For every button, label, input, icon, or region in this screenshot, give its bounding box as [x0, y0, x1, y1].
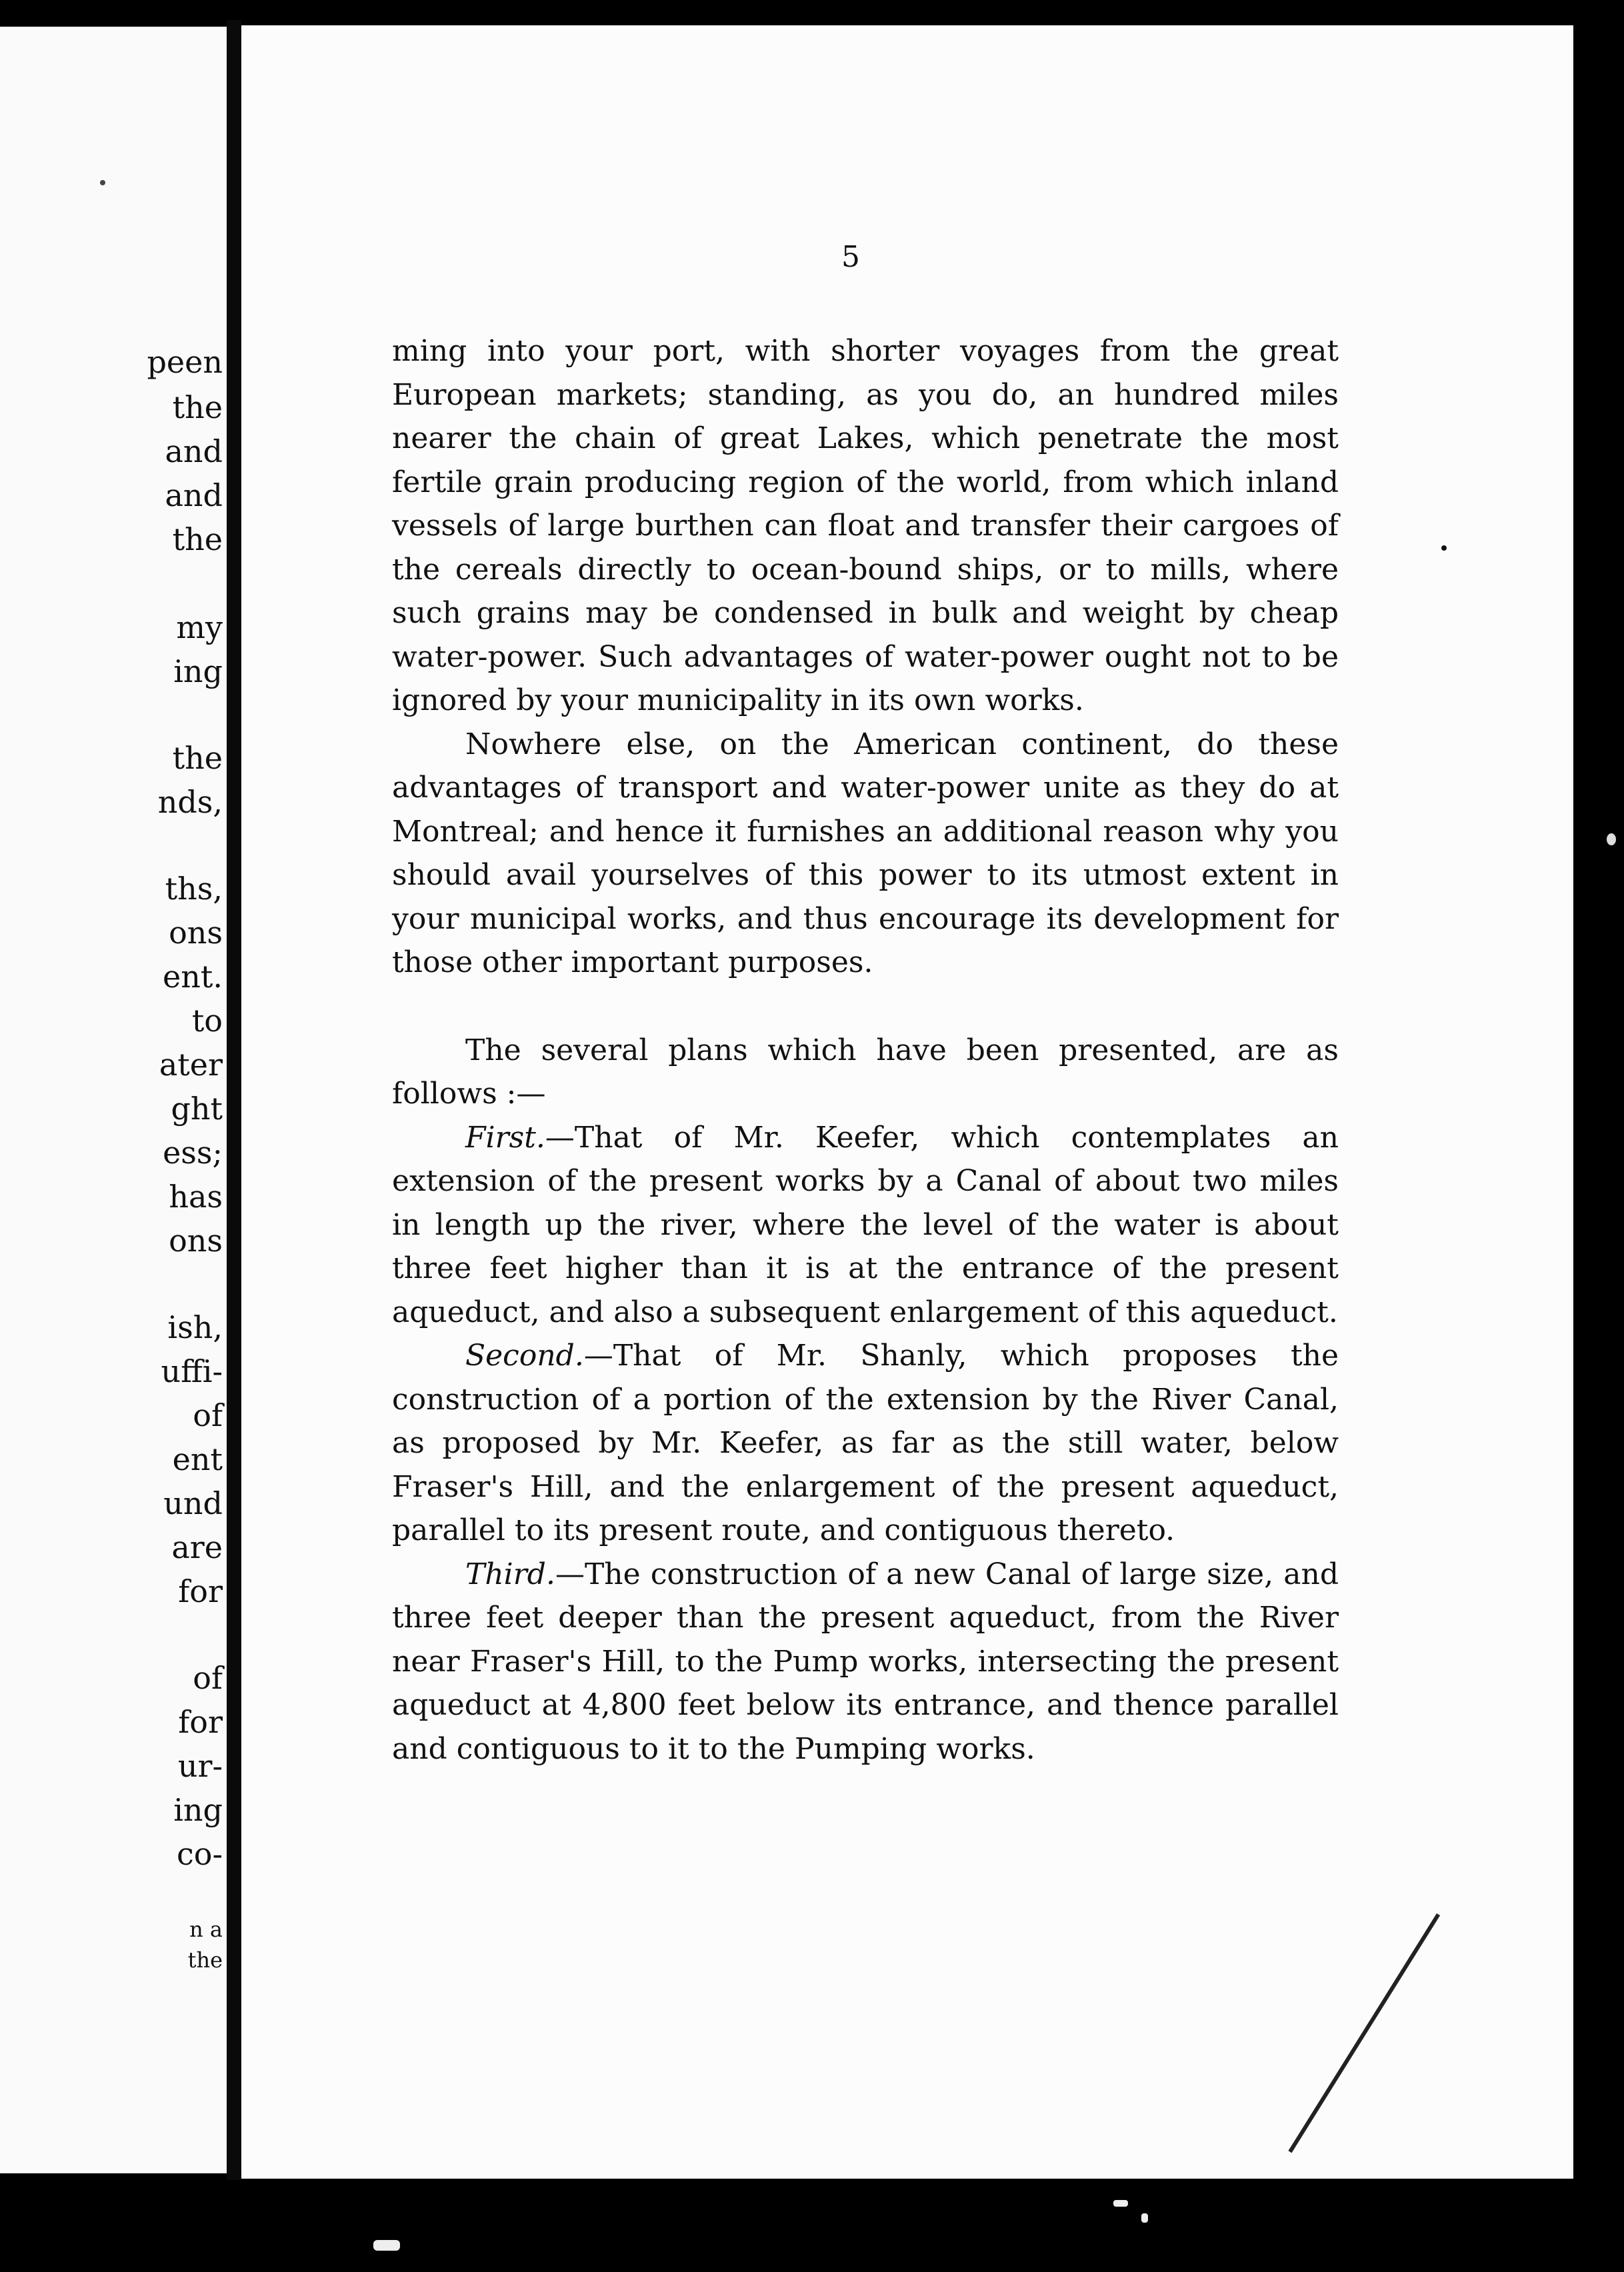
- plan-lead: Third.: [465, 1557, 555, 1591]
- scan-speck: [1141, 2213, 1148, 2223]
- left-fragment: the: [187, 1947, 223, 1973]
- scan-speck: [1113, 2200, 1128, 2207]
- left-fragment: of: [193, 1660, 223, 1696]
- plan-first: [392, 1116, 1339, 1335]
- paragraph-text: Nowhere else, on the American continent, do these advantages of transport and water-power unite as they do at Montreal; and hence it furnishes an additional reason why you should avail yourselves of this power to its utmost extent in your municipal works, and thus encourage its development for those other important purposes.: [392, 727, 1339, 979]
- left-fragment: are: [171, 1529, 223, 1565]
- left-fragment: ons: [169, 915, 223, 951]
- paragraph: [392, 329, 1339, 723]
- left-fragment: peen: [147, 344, 223, 380]
- paragraph: [392, 1029, 1339, 1116]
- left-fragment: co-: [177, 1836, 223, 1872]
- left-fragment: to: [191, 1003, 223, 1039]
- left-fragment: ing: [173, 1792, 223, 1828]
- plan-lead: Second.: [465, 1339, 584, 1373]
- left-fragment: ght: [171, 1091, 223, 1127]
- left-fragment: the: [172, 740, 223, 776]
- book-gutter: [227, 20, 241, 2180]
- left-fragment: ess;: [163, 1135, 223, 1171]
- left-fragment: ths,: [165, 871, 223, 907]
- left-fragment: the: [172, 521, 223, 557]
- main-page: [241, 25, 1573, 2179]
- left-fragment: and: [165, 477, 223, 513]
- paragraph-text: —That of Mr. Shanly, which proposes the construction of a portion of the extension by the River Canal, as proposed by Mr. Keefer, as far as the still water, below Fraser's Hill, and the enlargement of the present aqueduct, parallel to its present route, and contiguous thereto.: [392, 1339, 1339, 1547]
- paragraph-text: ming into your port, with shorter voyages from the great European markets; standing, as you do, an hundred miles nearer the chain of great Lakes, which penetrate the most fertile grain producing region of the world, from which inland vessels of large burthen can float and transfer their cargoes of the cereals directly to ocean-bound ships, or to mills, where such grains may be condensed in bulk and weight by cheap water-power. Such advantages of water-power ought not to be ignored by your municipality in its own works.: [392, 334, 1339, 717]
- paragraph-text: The several plans which have been presented, are as follows :—: [392, 1033, 1339, 1111]
- left-facing-page: [0, 27, 227, 2173]
- left-fragment: ur-: [177, 1748, 223, 1784]
- left-fragment: the: [172, 389, 223, 425]
- left-fragment: for: [178, 1573, 223, 1609]
- scan-speck: [1441, 545, 1447, 551]
- left-fragment: ish,: [167, 1309, 223, 1345]
- paragraph-text: —That of Mr. Keefer, which contemplates an extension of the present works by a Canal of about two miles in length up the river, where the level of the water is about three feet higher than it is at the entrance of the present aqueduct, and also a subsequent enlargement of this aqueduct.: [392, 1120, 1339, 1329]
- paragraph-text: —The construction of a new Canal of large size, and three feet deeper than the present aqueduct, from the River near Fraser's Hill, to the Pump works, intersecting the present aqueduct at 4,800 feet below its entrance, and thence parallel and contiguous to it to the Pumping works.: [392, 1557, 1339, 1766]
- plan-third: [392, 1553, 1339, 1771]
- plan-lead: First.: [465, 1120, 545, 1155]
- left-fragment: ent.: [163, 959, 223, 995]
- plan-second: [392, 1334, 1339, 1553]
- left-fragment: nds,: [157, 784, 223, 820]
- scan-speck: [1607, 833, 1616, 845]
- scan-speck: [100, 180, 105, 185]
- left-fragment: und: [163, 1485, 223, 1521]
- left-fragment: uffi-: [161, 1353, 223, 1389]
- body-text: [392, 329, 1339, 1771]
- left-fragment: ing: [173, 653, 223, 689]
- left-fragment: n a: [189, 1917, 223, 1942]
- left-fragment: for: [178, 1704, 223, 1740]
- left-fragment: ater: [159, 1047, 223, 1083]
- left-fragment: my: [176, 609, 223, 645]
- page-number: 5: [841, 240, 860, 274]
- scan-speck: [373, 2240, 400, 2251]
- left-fragment: ent: [172, 1441, 223, 1477]
- left-fragment: and: [165, 433, 223, 469]
- paragraph: [392, 723, 1339, 985]
- left-fragment: ons: [169, 1223, 223, 1259]
- left-fragment: of: [193, 1397, 223, 1433]
- left-fragment: has: [169, 1179, 223, 1215]
